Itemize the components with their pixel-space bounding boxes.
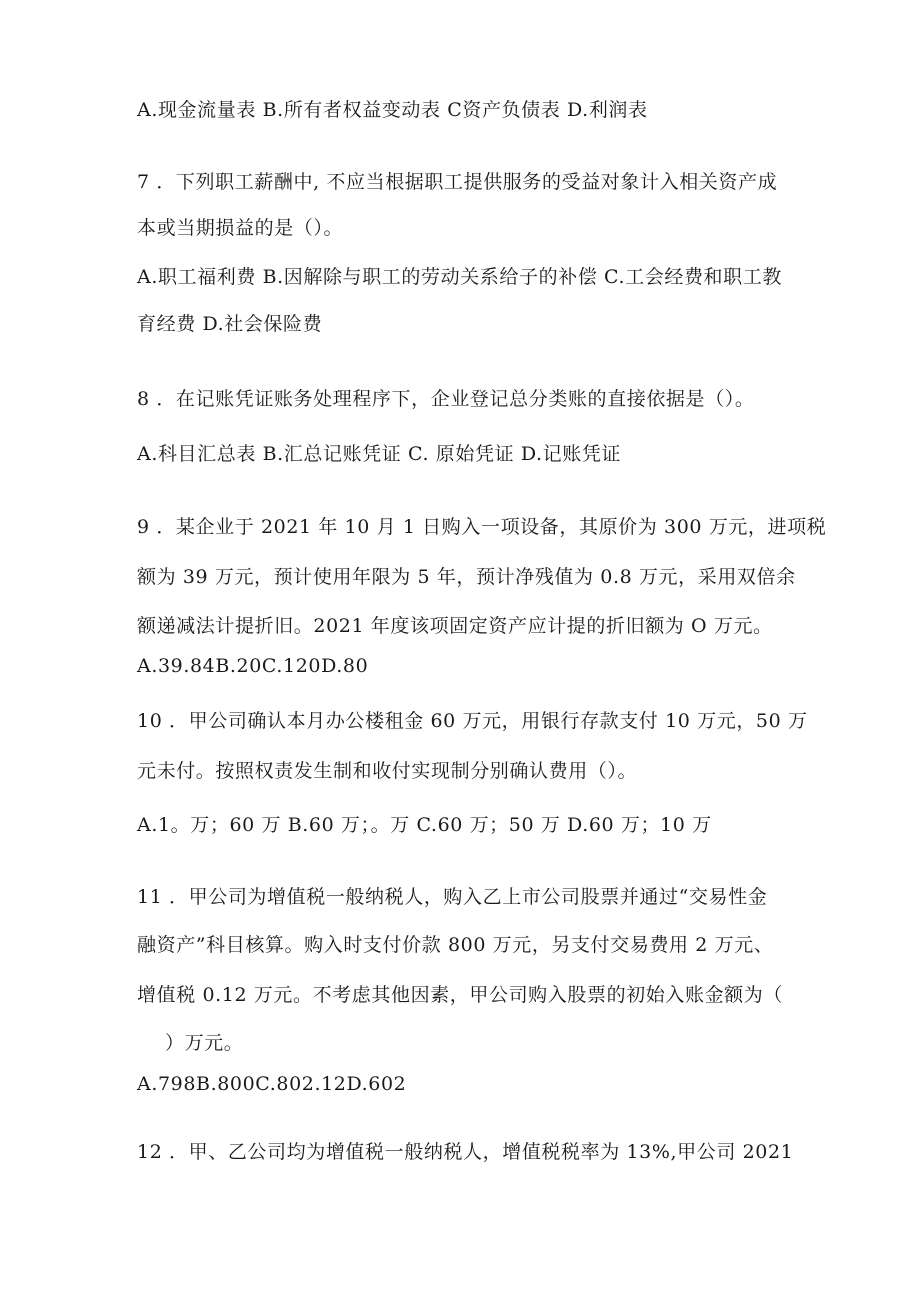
q9-stem-line1: 9 ．某企业于 2021 年 10 月 1 日购入一项设备，其原价为 300 万元，进项税 [137,516,827,538]
q11-stem-line2: 融资产”科目核算。购入时支付价款 800 万元，另支付交易费用 2 万元、 [137,934,774,956]
q10-stem-line1: 10 ．甲公司确认本月办公楼租金 60 万元，用银行存款支付 10 万元，50 万 [137,710,808,732]
q7-stem-line1: 7 ．下列职工薪酬中, 不应当根据职工提供服务的受益对象计入相关资产成 [137,171,778,193]
q10-options: A.1。万；60 万 B.60 万；。万 C.60 万；50 万 D.60 万；10 万 [137,814,712,836]
q9-stem-line2: 额为 39 万元，预计使用年限为 5 年，预计净残值为 0.8 万元，采用双倍余 [137,566,796,588]
q6-options: A.现金流量表 B.所有者权益变动表 C资产负债表 D.利润表 [137,99,648,121]
q8-stem: 8 ．在记账凭证账务处理程序下，企业登记总分类账的直接依据是（）。 [137,388,755,410]
q10-stem-line2: 元未付。按照权责发生制和收付实现制分别确认费用（）。 [137,760,638,782]
q7-stem-line2: 本或当期损益的是（）。 [137,217,344,239]
q7-options-line1: A.职工福利费 B.因解除与职工的劳动关系给子的补偿 C.工会经费和职工教 [137,266,782,288]
q11-options: A.798B.800C.802.12D.602 [137,1073,407,1095]
q9-options: A.39.84B.20C.120D.80 [137,655,369,677]
q11-stem-line4: ）万元。 [165,1032,244,1054]
q11-stem-line3: 增值税 0.12 万元。不考虑其他因素，甲公司购入股票的初始入账金额为（ [137,984,783,1006]
q8-options: A.科目汇总表 B.汇总记账凭证 C. 原始凭证 D.记账凭证 [137,443,622,465]
q11-stem-line1: 11 ．甲公司为增值税一般纳税人，购入乙上市公司股票并通过“交易性金 [137,886,768,908]
q9-stem-line3: 额递减法计提折旧。2021 年度该项固定资产应计提的折旧额为 O 万元。 [137,615,773,637]
q7-options-line2: 育经费 D.社会保险费 [137,313,323,335]
q12-stem-line1: 12 ．甲、乙公司均为增值税一般纳税人，增值税税率为 13%,甲公司 2021 [137,1141,794,1163]
